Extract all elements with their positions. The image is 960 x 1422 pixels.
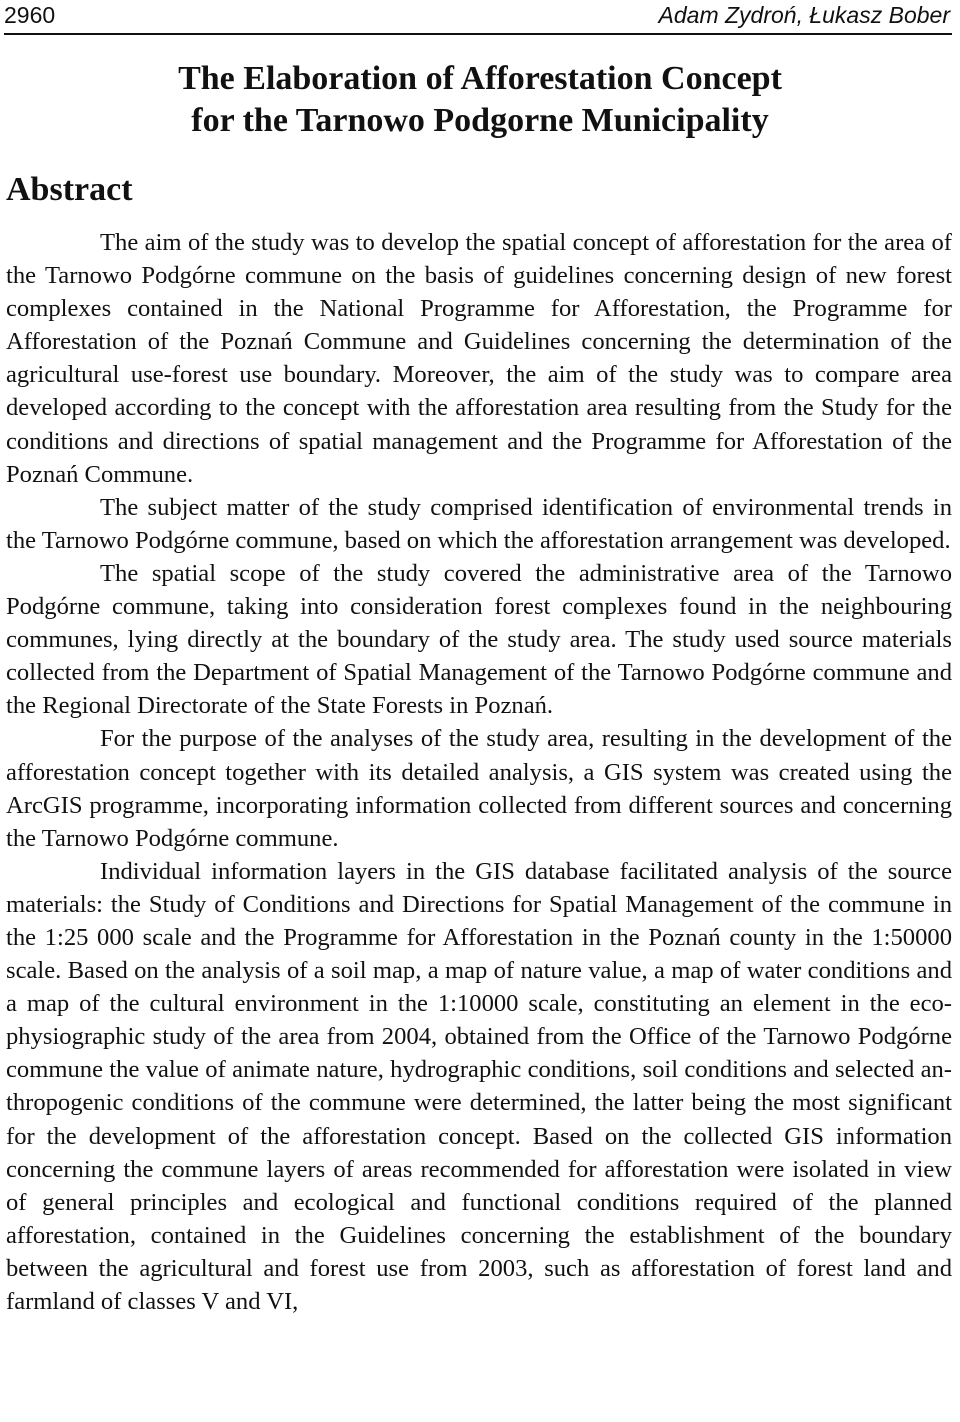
paper-title-line-2: for the Tarnowo Podgorne Municipality	[191, 102, 769, 139]
abstract-body	[6, 226, 952, 1318]
page-number: 2960	[4, 2, 56, 28]
running-header-authors: Adam Zydroń, Łukasz Bober	[658, 2, 950, 28]
abstract-heading: Abstract	[6, 171, 133, 208]
abstract-paragraph-5: Individual information layers in the GIS database facilitated analysis of the source materials: the Study of Conditions and Directions for Spatial Management of the commune in the 1:25 000 scale and the Programme for Afforestation in the Poznań county in the 1:50000 scale. Based on the analysis of a soil map, a map of nature value, a map of water conditions and a map of the cultural environment in the 1:10000 scale, constituting an element in the eco-physiographic study of the area from 2004, obtained from the Office of the Tarnowo Podgórne commune the value of animate nature, hydrographic conditions, soil conditions and selected anthropogenic conditions of the commune were determined, the latter being the most significant for the development of the afforestation concept. Based on the collected GIS information concerning the commune layers of areas recommended for afforestation were isolated in view of general principles and ecological and functional conditions required of the planned afforestation, contained in the Guidelines concerning the establishment of the boundary between the agricultural and forest use from 2003, such as afforestation of forest land and farmland of classes V and VI,	[6, 857, 952, 1315]
paper-title-line-1: The Elaboration of Afforestation Concept	[178, 60, 782, 97]
abstract-paragraph-1: The aim of the study was to develop the spatial concept of afforestation for the area of the Tarnowo Podgórne commune on the basis of guidelines concerning design of new forest complexes contained in the National Programme for Afforestation, the Programme for Afforestation of the Poznań Commune and Guidelines concerning the determination of the agricultural use-forest use boundary. Moreover, the aim of the study was to compare area developed according to the concept with the afforestation area resulting from the Study for the conditions and directions of spatial management and the Programme for Afforestation of the Poznań Commune.	[6, 229, 952, 488]
paper-title	[100, 58, 860, 142]
running-header	[4, 0, 952, 35]
abstract-paragraph-4: For the purpose of the analyses of the study area, resulting in the development of the afforestation concept together with its detailed analysis, a GIS system was created using the ArcGIS programme, incorporating information collected from different sources and concerning the Tarnowo Podgórne commune.	[6, 725, 952, 852]
abstract-paragraph-3: The spatial scope of the study covered the administrative area of the Tarnowo Podgórne commune, taking into consideration forest complexes found in the neighbouring communes, lying directly at the boundary of the study area. The study used source materials collected from the Department of Spatial Management of the Tarnowo Podgórne commune and the Regional Directorate of the State Forests in Poznań.	[6, 559, 952, 720]
abstract-paragraph-2: The subject matter of the study comprised identification of environmental trends in the Tarnowo Podgórne commune, based on which the afforestation arrangement was developed.	[6, 493, 952, 554]
